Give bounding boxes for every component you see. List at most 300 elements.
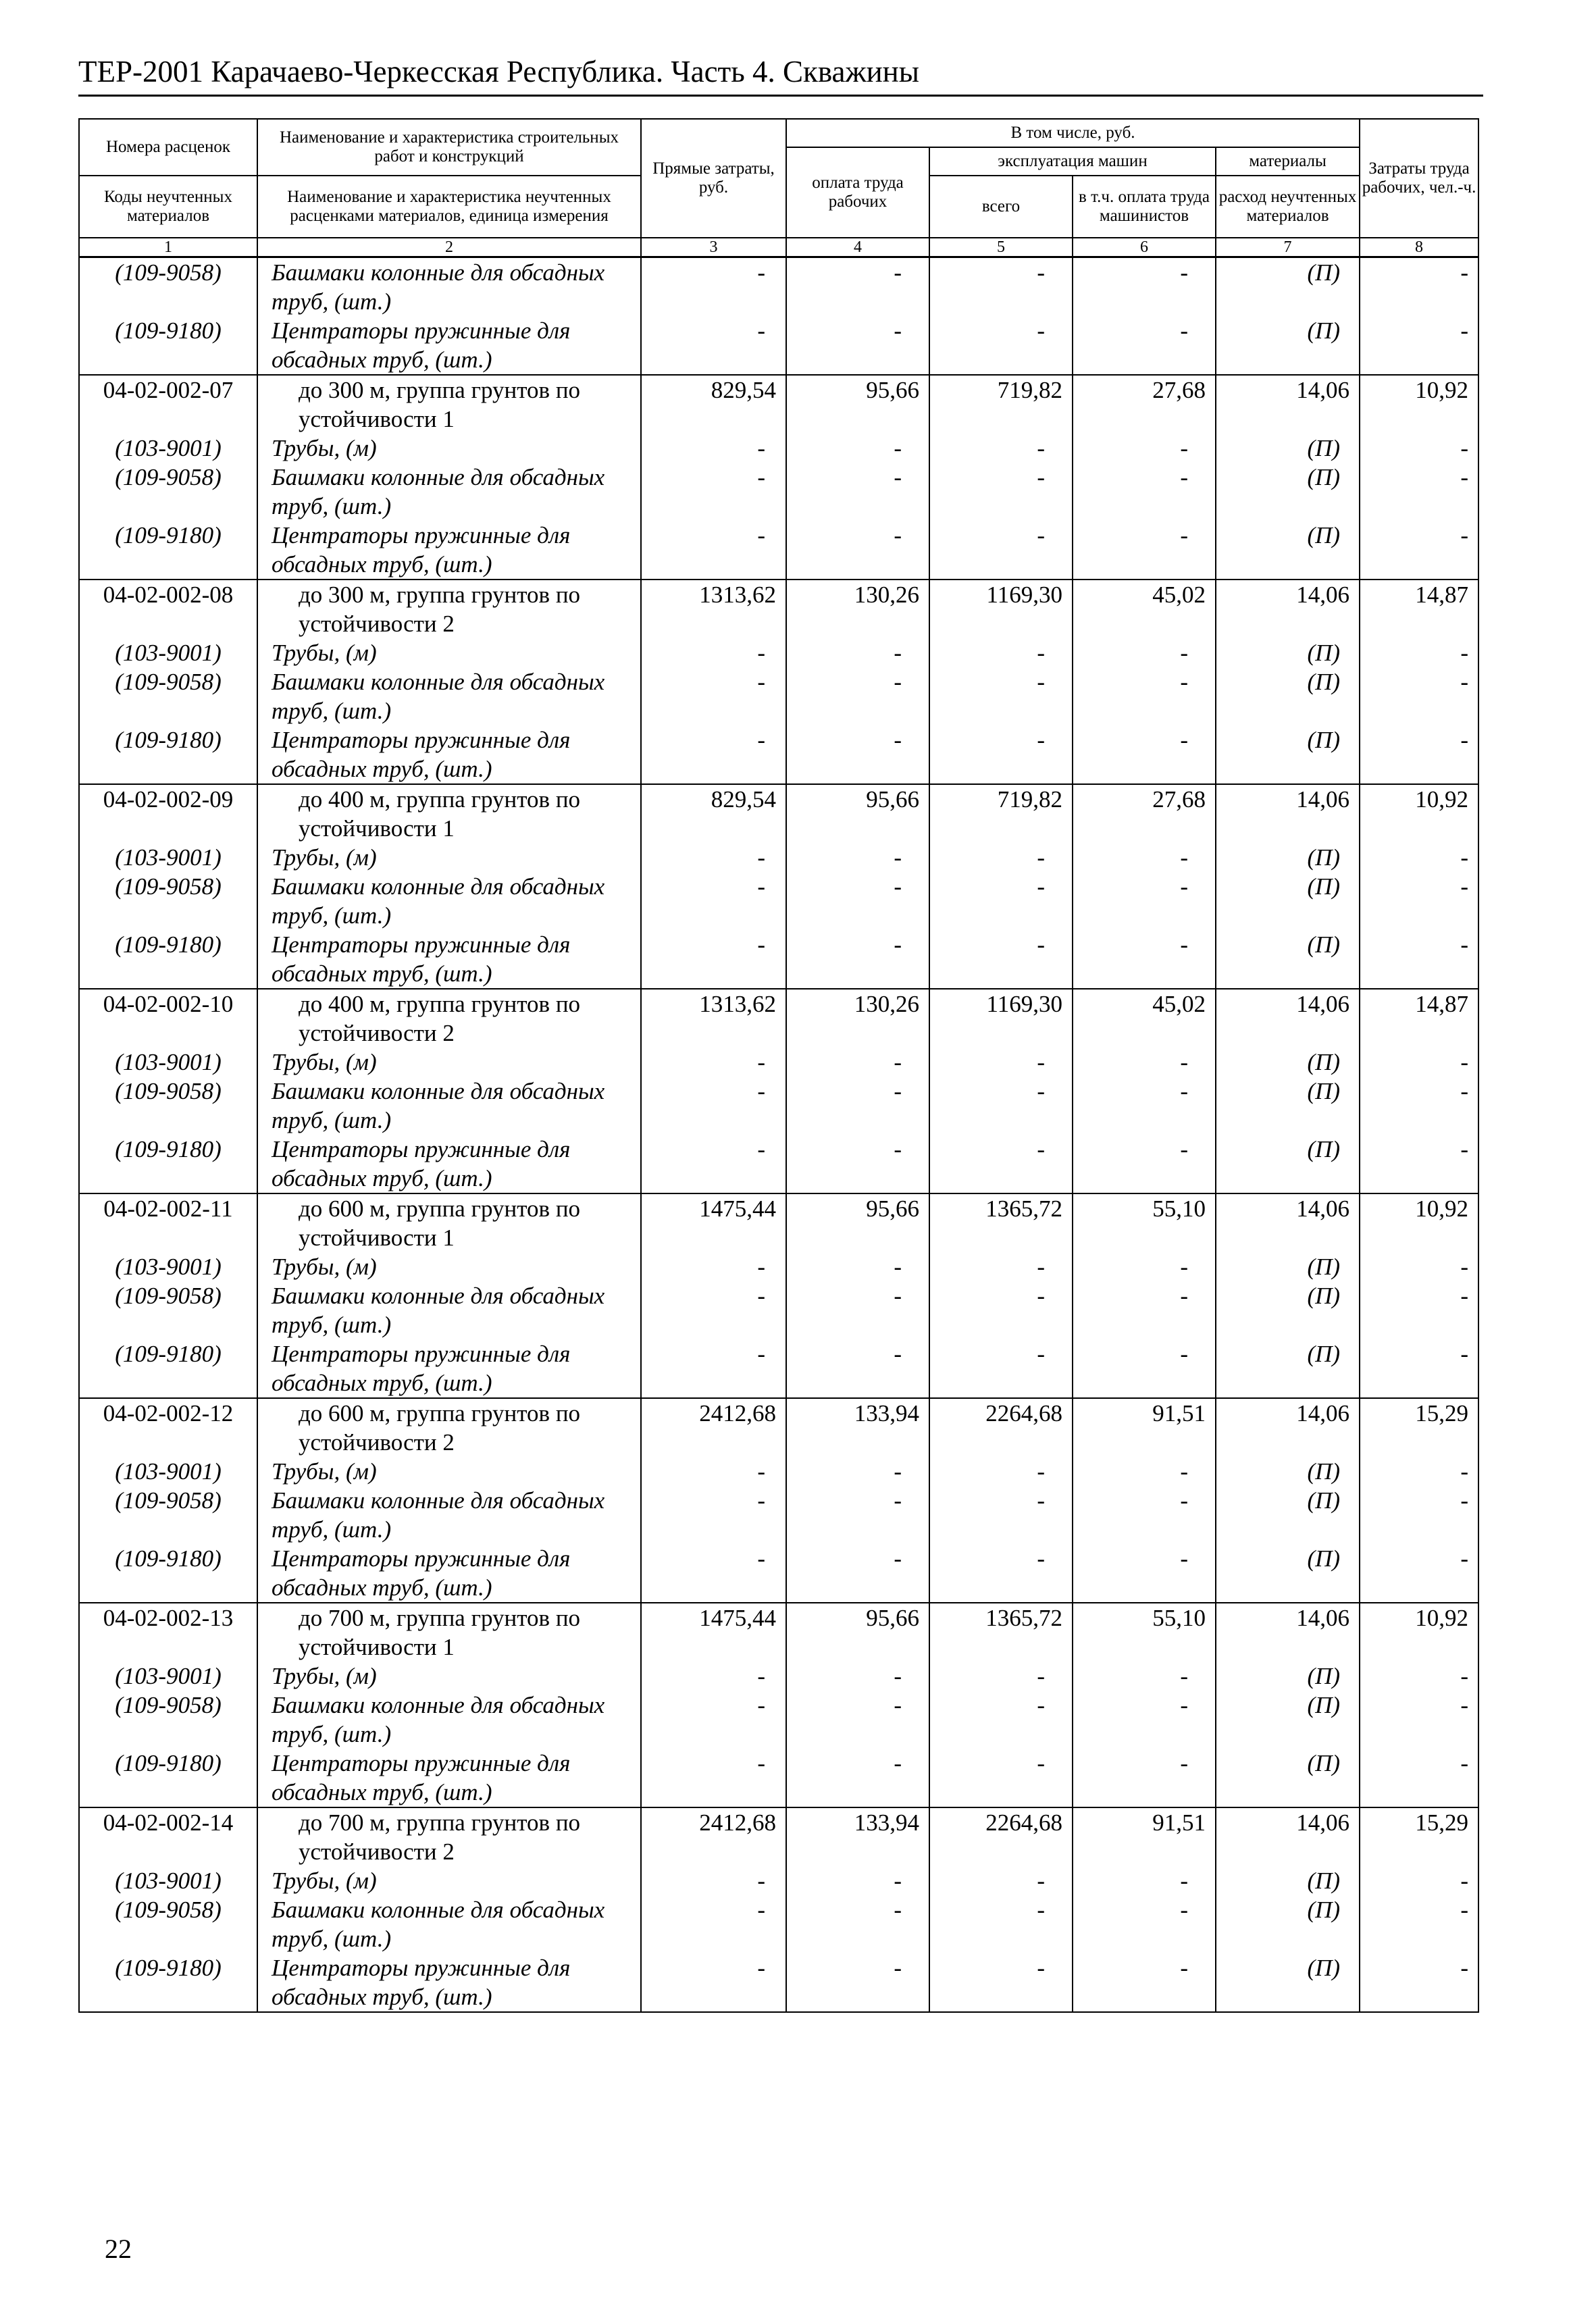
direct-costs-value: - <box>641 872 786 930</box>
rate-row <box>79 989 1478 1048</box>
machinist-pay-value: - <box>1073 1691 1216 1749</box>
material-usage-value: (П) <box>1216 725 1360 784</box>
material-code: (109-9058) <box>79 872 257 930</box>
machinist-pay-value: - <box>1073 872 1216 930</box>
direct-costs-value: - <box>641 1486 786 1544</box>
labor-pay-value: - <box>786 257 929 317</box>
material-row <box>79 1662 1478 1691</box>
machinist-pay-value: - <box>1073 1252 1216 1281</box>
machines-total-value: - <box>929 1866 1073 1895</box>
labor-hours-value: - <box>1360 463 1478 521</box>
machinist-pay-value: - <box>1073 463 1216 521</box>
direct-costs-value: 1475,44 <box>641 1193 786 1252</box>
material-usage-value: (П) <box>1216 257 1360 317</box>
rates-body <box>79 375 1478 2012</box>
machinist-pay-value: - <box>1073 1749 1216 1807</box>
labor-pay-value: - <box>786 1077 929 1135</box>
header-machinist-pay: в т.ч. оплата труда машинистов <box>1073 176 1216 238</box>
material-row <box>79 1281 1478 1339</box>
material-usage-value: (П) <box>1216 1662 1360 1691</box>
direct-costs-value: - <box>641 1048 786 1077</box>
material-usage-value: (П) <box>1216 872 1360 930</box>
machinist-pay-value: - <box>1073 1077 1216 1135</box>
table-header <box>79 119 1478 257</box>
rate-code: 04-02-002-07 <box>79 375 257 434</box>
machines-total-value: - <box>929 1544 1073 1603</box>
materials-value: 14,06 <box>1216 1603 1360 1662</box>
direct-costs-value: - <box>641 843 786 872</box>
labor-pay-value: - <box>786 1048 929 1077</box>
machines-total-value: - <box>929 1457 1073 1486</box>
material-row <box>79 1486 1478 1544</box>
material-code: (109-9058) <box>79 257 257 317</box>
material-name: Башмаки колонные для обсадных труб, (шт.) <box>257 872 641 930</box>
material-code: (103-9001) <box>79 1866 257 1895</box>
material-code: (109-9058) <box>79 1077 257 1135</box>
labor-hours-value: - <box>1360 1691 1478 1749</box>
rate-description: до 600 м, группа грунтов по устойчивости 1 <box>257 1193 641 1252</box>
machines-total-value: - <box>929 638 1073 667</box>
direct-costs-value: - <box>641 1135 786 1193</box>
direct-costs-value: - <box>641 316 786 375</box>
material-row <box>79 257 1478 317</box>
machines-total-value: - <box>929 1281 1073 1339</box>
machinist-pay-value: - <box>1073 1953 1216 2012</box>
machinist-pay-value: - <box>1073 1457 1216 1486</box>
labor-pay-value: 95,66 <box>786 1193 929 1252</box>
material-code: (109-9180) <box>79 1339 257 1398</box>
material-row <box>79 1953 1478 2012</box>
direct-costs-value: - <box>641 667 786 725</box>
machines-total-value: - <box>929 667 1073 725</box>
column-number: 7 <box>1216 238 1360 257</box>
material-usage-value: (П) <box>1216 1252 1360 1281</box>
machinist-pay-value: 27,68 <box>1073 784 1216 843</box>
header-material-usage: расход неучтенных материалов <box>1216 176 1360 238</box>
material-name: Трубы, (м) <box>257 1662 641 1691</box>
material-usage-value: (П) <box>1216 1691 1360 1749</box>
rate-description: до 700 м, группа грунтов по устойчивости 1 <box>257 1603 641 1662</box>
column-number: 4 <box>786 238 929 257</box>
machines-total-value: - <box>929 1339 1073 1398</box>
material-row <box>79 843 1478 872</box>
machines-total-value: - <box>929 725 1073 784</box>
labor-pay-value: 133,94 <box>786 1807 929 1866</box>
material-row <box>79 463 1478 521</box>
material-code: (109-9180) <box>79 521 257 580</box>
material-name: Центраторы пружинные для обсадных труб, (шт.) <box>257 1544 641 1603</box>
material-usage-value: (П) <box>1216 667 1360 725</box>
material-usage-value: (П) <box>1216 843 1360 872</box>
machines-total-value: - <box>929 872 1073 930</box>
rate-code: 04-02-002-08 <box>79 580 257 638</box>
direct-costs-value: - <box>641 1662 786 1691</box>
labor-pay-value: - <box>786 638 929 667</box>
machines-total-value: - <box>929 257 1073 317</box>
machinist-pay-value: - <box>1073 1281 1216 1339</box>
direct-costs-value: 2412,68 <box>641 1807 786 1866</box>
material-usage-value: (П) <box>1216 316 1360 375</box>
machines-total-value: - <box>929 1749 1073 1807</box>
labor-hours-value: - <box>1360 257 1478 317</box>
material-usage-value: (П) <box>1216 1866 1360 1895</box>
direct-costs-value: - <box>641 1544 786 1603</box>
labor-pay-value: - <box>786 872 929 930</box>
material-usage-value: (П) <box>1216 1281 1360 1339</box>
machines-total-value: - <box>929 1486 1073 1544</box>
direct-costs-value: - <box>641 1339 786 1398</box>
labor-hours-value: - <box>1360 667 1478 725</box>
machinist-pay-value: - <box>1073 1048 1216 1077</box>
labor-pay-value: 130,26 <box>786 580 929 638</box>
labor-hours-value: - <box>1360 1544 1478 1603</box>
header-rate-numbers: Номера расценок <box>79 119 257 176</box>
labor-hours-value: - <box>1360 843 1478 872</box>
labor-hours-value: 10,92 <box>1360 1603 1478 1662</box>
machinist-pay-value: - <box>1073 667 1216 725</box>
labor-pay-value: - <box>786 1135 929 1193</box>
material-name: Башмаки колонные для обсадных труб, (шт.) <box>257 667 641 725</box>
labor-hours-value: - <box>1360 434 1478 463</box>
header-machines: эксплуатация машин <box>929 147 1216 176</box>
material-code: (109-9058) <box>79 1281 257 1339</box>
labor-hours-value: 15,29 <box>1360 1807 1478 1866</box>
labor-hours-value: - <box>1360 316 1478 375</box>
labor-pay-value: - <box>786 843 929 872</box>
material-row <box>79 1544 1478 1603</box>
labor-hours-value: - <box>1360 1895 1478 1953</box>
machines-total-value: - <box>929 1691 1073 1749</box>
direct-costs-value: - <box>641 930 786 989</box>
material-usage-value: (П) <box>1216 1048 1360 1077</box>
direct-costs-value: - <box>641 1077 786 1135</box>
direct-costs-value: - <box>641 1749 786 1807</box>
header-materials: материалы <box>1216 147 1360 176</box>
direct-costs-value: - <box>641 725 786 784</box>
material-code: (109-9180) <box>79 930 257 989</box>
material-name: Центраторы пружинные для обсадных труб, (шт.) <box>257 316 641 375</box>
header-including: В том числе, руб. <box>786 119 1360 147</box>
machinist-pay-value: - <box>1073 725 1216 784</box>
direct-costs-value: - <box>641 434 786 463</box>
header-direct-costs: Прямые затраты, руб. <box>641 119 786 238</box>
header-labor-pay: оплата труда рабочих <box>786 147 929 238</box>
labor-hours-value: - <box>1360 638 1478 667</box>
machines-total-value: - <box>929 843 1073 872</box>
machines-total-value: 2264,68 <box>929 1807 1073 1866</box>
labor-pay-value: - <box>786 521 929 580</box>
material-name: Башмаки колонные для обсадных труб, (шт.) <box>257 1077 641 1135</box>
material-row <box>79 1135 1478 1193</box>
labor-hours-value: - <box>1360 930 1478 989</box>
machinist-pay-value: - <box>1073 930 1216 989</box>
labor-pay-value: - <box>786 725 929 784</box>
column-number: 2 <box>257 238 641 257</box>
labor-hours-value: 15,29 <box>1360 1398 1478 1457</box>
machines-total-value: 1169,30 <box>929 989 1073 1048</box>
labor-pay-value: 130,26 <box>786 989 929 1048</box>
machinist-pay-value: - <box>1073 1544 1216 1603</box>
material-usage-value: (П) <box>1216 463 1360 521</box>
labor-hours-value: - <box>1360 1662 1478 1691</box>
material-code: (109-9180) <box>79 725 257 784</box>
machines-total-value: 719,82 <box>929 784 1073 843</box>
direct-costs-value: - <box>641 257 786 317</box>
material-row <box>79 521 1478 580</box>
direct-costs-value: 1313,62 <box>641 989 786 1048</box>
column-number: 8 <box>1360 238 1478 257</box>
labor-hours-value: - <box>1360 1486 1478 1544</box>
rate-description: до 700 м, группа грунтов по устойчивости 2 <box>257 1807 641 1866</box>
rates-table <box>78 118 1479 2013</box>
material-row <box>79 1895 1478 1953</box>
material-code: (109-9180) <box>79 1953 257 2012</box>
material-name: Башмаки колонные для обсадных труб, (шт.) <box>257 1486 641 1544</box>
labor-hours-value: - <box>1360 1749 1478 1807</box>
machines-total-value: - <box>929 930 1073 989</box>
machinist-pay-value: 45,02 <box>1073 580 1216 638</box>
rate-code: 04-02-002-09 <box>79 784 257 843</box>
direct-costs-value: 2412,68 <box>641 1398 786 1457</box>
materials-value: 14,06 <box>1216 580 1360 638</box>
materials-value: 14,06 <box>1216 784 1360 843</box>
labor-pay-value: - <box>786 463 929 521</box>
labor-hours-value: - <box>1360 1457 1478 1486</box>
labor-hours-value: - <box>1360 1135 1478 1193</box>
material-row <box>79 1691 1478 1749</box>
material-name: Трубы, (м) <box>257 1866 641 1895</box>
labor-pay-value: - <box>786 930 929 989</box>
machinist-pay-value: - <box>1073 521 1216 580</box>
rate-row <box>79 375 1478 434</box>
material-usage-value: (П) <box>1216 930 1360 989</box>
material-code: (109-9058) <box>79 1486 257 1544</box>
column-number: 5 <box>929 238 1073 257</box>
material-row <box>79 1077 1478 1135</box>
machinist-pay-value: 91,51 <box>1073 1807 1216 1866</box>
material-row <box>79 1048 1478 1077</box>
labor-hours-value: - <box>1360 1866 1478 1895</box>
rate-row <box>79 784 1478 843</box>
material-usage-value: (П) <box>1216 521 1360 580</box>
direct-costs-value: - <box>641 1895 786 1953</box>
material-code: (103-9001) <box>79 1457 257 1486</box>
machines-total-value: - <box>929 1048 1073 1077</box>
machines-total-value: - <box>929 1662 1073 1691</box>
column-number: 1 <box>79 238 257 257</box>
labor-pay-value: - <box>786 667 929 725</box>
labor-hours-value: - <box>1360 1339 1478 1398</box>
machinist-pay-value: 55,10 <box>1073 1193 1216 1252</box>
rate-code: 04-02-002-10 <box>79 989 257 1048</box>
machinist-pay-value: 91,51 <box>1073 1398 1216 1457</box>
material-code: (109-9058) <box>79 1691 257 1749</box>
labor-hours-value: - <box>1360 1252 1478 1281</box>
material-usage-value: (П) <box>1216 1457 1360 1486</box>
rate-description: до 600 м, группа грунтов по устойчивости 2 <box>257 1398 641 1457</box>
machines-total-value: - <box>929 1252 1073 1281</box>
machinist-pay-value: - <box>1073 1895 1216 1953</box>
material-row <box>79 434 1478 463</box>
header-material-codes: Коды неучтенных материалов <box>79 176 257 238</box>
labor-pay-value: - <box>786 316 929 375</box>
machines-total-value: - <box>929 1135 1073 1193</box>
rate-description: до 300 м, группа грунтов по устойчивости 2 <box>257 580 641 638</box>
page-number: 22 <box>105 2234 132 2264</box>
machinist-pay-value: - <box>1073 316 1216 375</box>
rate-code: 04-02-002-14 <box>79 1807 257 1866</box>
machinist-pay-value: 55,10 <box>1073 1603 1216 1662</box>
machinist-pay-value: - <box>1073 1339 1216 1398</box>
material-name: Башмаки колонные для обсадных труб, (шт.) <box>257 1281 641 1339</box>
machines-total-value: - <box>929 463 1073 521</box>
rate-code: 04-02-002-12 <box>79 1398 257 1457</box>
labor-pay-value: 133,94 <box>786 1398 929 1457</box>
material-row <box>79 1252 1478 1281</box>
direct-costs-value: 829,54 <box>641 375 786 434</box>
direct-costs-value: - <box>641 1457 786 1486</box>
carried-over-materials <box>79 257 1478 376</box>
direct-costs-value: 1475,44 <box>641 1603 786 1662</box>
machinist-pay-value: 27,68 <box>1073 375 1216 434</box>
material-usage-value: (П) <box>1216 1895 1360 1953</box>
labor-hours-value: 14,87 <box>1360 989 1478 1048</box>
machinist-pay-value: - <box>1073 1866 1216 1895</box>
machinist-pay-value: - <box>1073 1486 1216 1544</box>
rate-description: до 400 м, группа грунтов по устойчивости 2 <box>257 989 641 1048</box>
material-row <box>79 1866 1478 1895</box>
materials-value: 14,06 <box>1216 1807 1360 1866</box>
materials-value: 14,06 <box>1216 989 1360 1048</box>
page-header: ТЕР-2001 Карачаево-Черкесская Республика. Часть 4. Скважины <box>78 55 919 88</box>
rate-description: до 300 м, группа грунтов по устойчивости 1 <box>257 375 641 434</box>
column-numbers-row <box>79 238 1478 257</box>
material-code: (103-9001) <box>79 434 257 463</box>
machines-total-value: 1169,30 <box>929 580 1073 638</box>
labor-pay-value: - <box>786 1895 929 1953</box>
labor-pay-value: - <box>786 434 929 463</box>
material-row <box>79 667 1478 725</box>
machinist-pay-value: - <box>1073 257 1216 317</box>
material-code: (103-9001) <box>79 1252 257 1281</box>
material-row <box>79 1749 1478 1807</box>
material-name: Башмаки колонные для обсадных труб, (шт.) <box>257 1895 641 1953</box>
labor-hours-value: - <box>1360 1077 1478 1135</box>
labor-pay-value: 95,66 <box>786 784 929 843</box>
labor-pay-value: 95,66 <box>786 375 929 434</box>
material-row <box>79 725 1478 784</box>
direct-costs-value: - <box>641 1252 786 1281</box>
machines-total-value: 1365,72 <box>929 1603 1073 1662</box>
labor-hours-value: - <box>1360 521 1478 580</box>
header-work-name: Наименование и характеристика строительных работ и конструкций <box>257 119 641 176</box>
machinist-pay-value: - <box>1073 1135 1216 1193</box>
material-code: (109-9058) <box>79 463 257 521</box>
machines-total-value: 719,82 <box>929 375 1073 434</box>
material-row <box>79 930 1478 989</box>
material-name: Башмаки колонные для обсадных труб, (шт.) <box>257 257 641 317</box>
material-name: Центраторы пружинные для обсадных труб, (шт.) <box>257 521 641 580</box>
machines-total-value: - <box>929 521 1073 580</box>
material-usage-value: (П) <box>1216 1953 1360 2012</box>
material-row <box>79 316 1478 375</box>
labor-hours-value: 10,92 <box>1360 375 1478 434</box>
labor-pay-value: - <box>786 1281 929 1339</box>
materials-value: 14,06 <box>1216 375 1360 434</box>
machinist-pay-value: 45,02 <box>1073 989 1216 1048</box>
machines-total-value: 1365,72 <box>929 1193 1073 1252</box>
material-code: (109-9058) <box>79 667 257 725</box>
machines-total-value: - <box>929 1895 1073 1953</box>
direct-costs-value: - <box>641 521 786 580</box>
material-name: Центраторы пружинные для обсадных труб, (шт.) <box>257 930 641 989</box>
direct-costs-value: - <box>641 1281 786 1339</box>
material-code: (109-9180) <box>79 316 257 375</box>
machinist-pay-value: - <box>1073 843 1216 872</box>
material-usage-value: (П) <box>1216 1077 1360 1135</box>
material-row <box>79 1457 1478 1486</box>
direct-costs-value: - <box>641 1691 786 1749</box>
materials-value: 14,06 <box>1216 1398 1360 1457</box>
material-row <box>79 872 1478 930</box>
rate-row <box>79 580 1478 638</box>
rate-code: 04-02-002-13 <box>79 1603 257 1662</box>
machines-total-value: 2264,68 <box>929 1398 1073 1457</box>
labor-pay-value: - <box>786 1749 929 1807</box>
header-material-names: Наименование и характеристика неучтенных расценками материалов, единица измерения <box>257 176 641 238</box>
material-code: (103-9001) <box>79 843 257 872</box>
material-usage-value: (П) <box>1216 434 1360 463</box>
material-usage-value: (П) <box>1216 1135 1360 1193</box>
material-code: (109-9180) <box>79 1749 257 1807</box>
material-name: Трубы, (м) <box>257 843 641 872</box>
direct-costs-value: 1313,62 <box>641 580 786 638</box>
column-number: 6 <box>1073 238 1216 257</box>
material-code: (103-9001) <box>79 638 257 667</box>
machines-total-value: - <box>929 434 1073 463</box>
rate-row <box>79 1807 1478 1866</box>
direct-costs-value: - <box>641 1866 786 1895</box>
rate-code: 04-02-002-11 <box>79 1193 257 1252</box>
column-number: 3 <box>641 238 786 257</box>
labor-hours-value: - <box>1360 1953 1478 2012</box>
materials-value: 14,06 <box>1216 1193 1360 1252</box>
material-code: (103-9001) <box>79 1662 257 1691</box>
material-code: (109-9180) <box>79 1544 257 1603</box>
labor-pay-value: - <box>786 1953 929 2012</box>
machinist-pay-value: - <box>1073 1662 1216 1691</box>
material-usage-value: (П) <box>1216 1486 1360 1544</box>
material-usage-value: (П) <box>1216 1339 1360 1398</box>
labor-pay-value: - <box>786 1866 929 1895</box>
rate-row <box>79 1398 1478 1457</box>
material-row <box>79 1339 1478 1398</box>
labor-pay-value: - <box>786 1457 929 1486</box>
machines-total-value: - <box>929 316 1073 375</box>
labor-hours-value: 10,92 <box>1360 784 1478 843</box>
rate-row <box>79 1603 1478 1662</box>
labor-pay-value: - <box>786 1252 929 1281</box>
labor-pay-value: - <box>786 1339 929 1398</box>
material-name: Центраторы пружинные для обсадных труб, (шт.) <box>257 1135 641 1193</box>
material-usage-value: (П) <box>1216 1749 1360 1807</box>
direct-costs-value: - <box>641 463 786 521</box>
material-name: Башмаки колонные для обсадных труб, (шт.) <box>257 463 641 521</box>
labor-pay-value: - <box>786 1662 929 1691</box>
labor-pay-value: - <box>786 1486 929 1544</box>
rate-description: до 400 м, группа грунтов по устойчивости 1 <box>257 784 641 843</box>
material-name: Башмаки колонные для обсадных труб, (шт.) <box>257 1691 641 1749</box>
